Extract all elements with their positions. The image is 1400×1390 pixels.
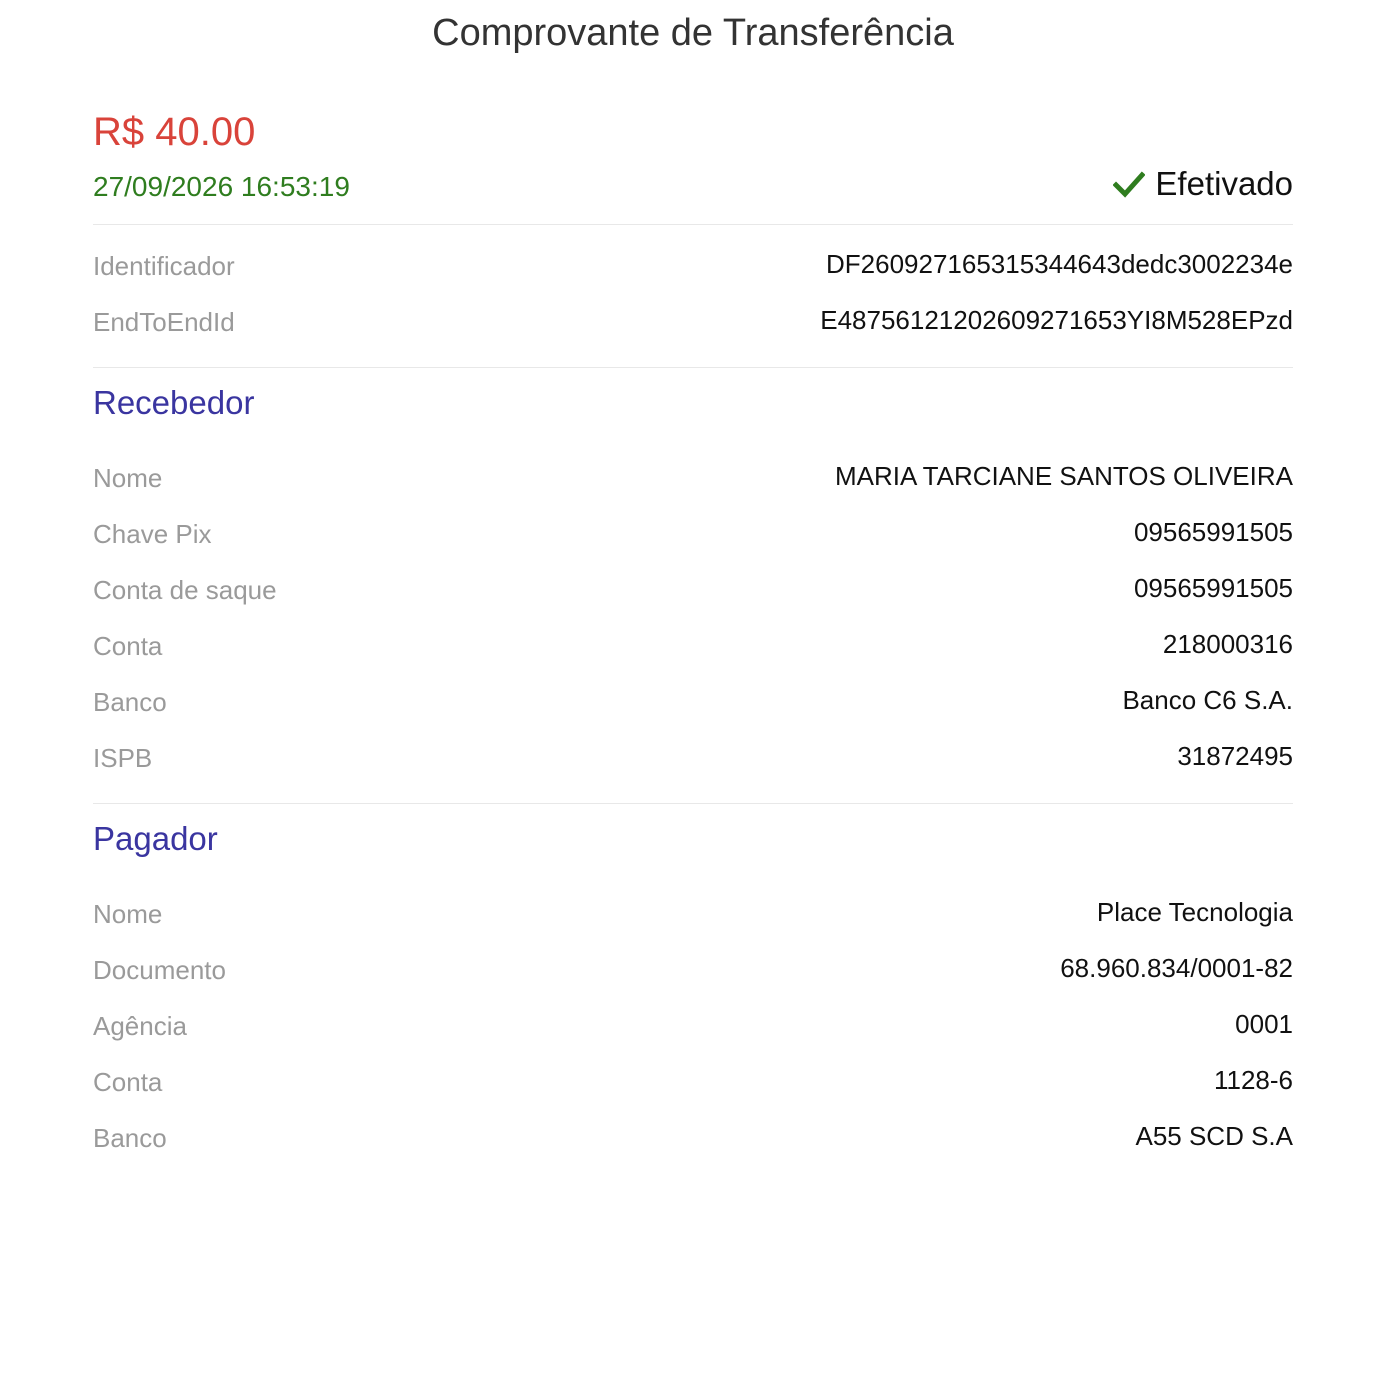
field-value: Banco C6 S.A. — [1122, 685, 1293, 715]
field-label: Conta de saque — [93, 575, 277, 605]
page-title: Comprovante de Transferência — [432, 12, 954, 54]
row-recebedor-chave-pix — [93, 514, 1293, 554]
check-icon — [1113, 168, 1145, 200]
divider — [93, 224, 1293, 225]
section-title-pagador: Pagador — [93, 820, 218, 857]
field-value: 0001 — [1235, 1009, 1293, 1039]
field-value: 1128-6 — [1213, 1065, 1293, 1095]
row-pagador-conta — [93, 1062, 1293, 1102]
row-recebedor-conta-saque — [93, 570, 1293, 610]
field-label: Nome — [93, 899, 163, 929]
field-value: A55 SCD S.A — [1135, 1121, 1293, 1151]
row-pagador-banco — [93, 1118, 1293, 1158]
transfer-datetime: 27/09/2026 16:53:19 — [93, 171, 350, 202]
field-value: 31872495 — [1177, 741, 1293, 771]
field-value: 218000316 — [1162, 629, 1293, 659]
row-recebedor-banco — [93, 682, 1293, 722]
row-identificador — [93, 246, 1293, 286]
field-label: Conta — [93, 1067, 163, 1097]
status-badge — [1113, 164, 1293, 204]
row-pagador-agencia — [93, 1006, 1293, 1046]
field-label: Documento — [93, 955, 226, 985]
row-recebedor-ispb — [93, 738, 1293, 778]
field-label: Chave Pix — [93, 519, 212, 549]
row-pagador-nome — [93, 894, 1293, 934]
field-label: Nome — [93, 463, 163, 493]
transfer-amount: R$ 40.00 — [93, 110, 256, 154]
field-value: E48756121202609271653YI8M528EPzd — [820, 305, 1293, 335]
row-recebedor-conta — [93, 626, 1293, 666]
field-value: 68.960.834/0001-82 — [1060, 953, 1293, 983]
field-label: EndToEndId — [93, 307, 235, 337]
row-endtoendid — [93, 302, 1293, 342]
field-label: Banco — [93, 1123, 167, 1153]
field-label: Conta — [93, 631, 163, 661]
row-pagador-documento — [93, 950, 1293, 990]
status-text: Efetivado — [1155, 165, 1293, 202]
field-label: ISPB — [93, 743, 153, 773]
section-title-recebedor: Recebedor — [93, 384, 255, 421]
field-label: Identificador — [93, 251, 235, 281]
field-value: 09565991505 — [1133, 517, 1293, 547]
field-value: 09565991505 — [1133, 573, 1293, 603]
divider — [93, 367, 1293, 368]
field-value: DF260927165315344643dedc3002234e — [826, 249, 1293, 279]
row-recebedor-nome — [93, 458, 1293, 498]
field-value: Place Tecnologia — [1096, 897, 1293, 927]
field-label: Banco — [93, 687, 167, 717]
divider — [93, 803, 1293, 804]
field-value: MARIA TARCIANE SANTOS OLIVEIRA — [834, 461, 1293, 491]
field-label: Agência — [93, 1011, 187, 1041]
